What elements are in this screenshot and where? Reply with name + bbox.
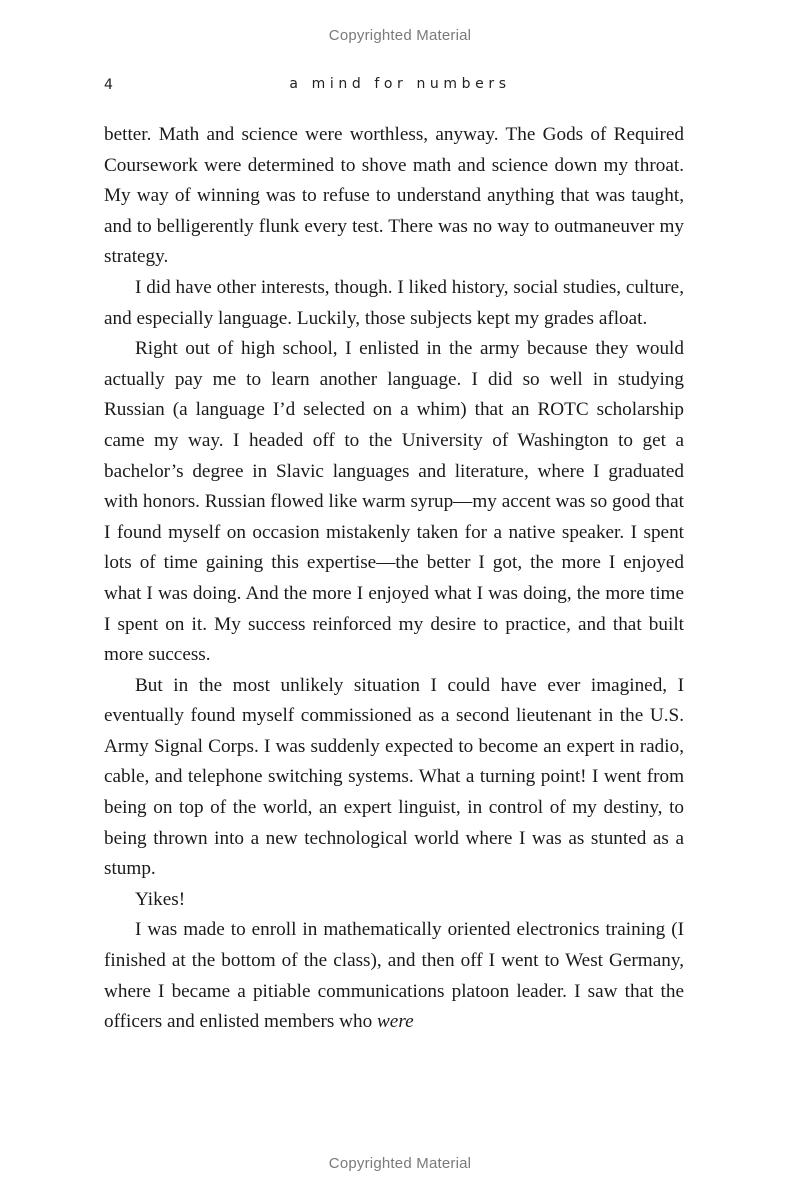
copyright-watermark-bottom: Copyrighted Material (328, 1155, 472, 1172)
page-number: 4 (104, 77, 113, 93)
body-text (104, 120, 684, 1038)
italic-word: were (377, 1011, 414, 1033)
paragraph-6 (104, 915, 684, 1037)
paragraph-4: But in the most unlikely situation I could have ever imagined, I eventually found myself commissioned as a second lieutenant in the U.S. Army Signal Corps. I was suddenly expected to become an expert in radio, cable, and telephone switching systems. What a turning point! I went from being on top of the world, an expert linguist, in control of my destiny, to being thrown into a new technological world where I was as stunted as a stump. (104, 674, 684, 880)
paragraph-5: Yikes! (135, 888, 186, 910)
running-head-title: a mind for numbers (289, 76, 511, 92)
copyright-watermark-top: Copyrighted Material (328, 27, 472, 44)
paragraph-6-text: I was made to enroll in mathematically oriented electronics training (I finished at the bottom of the class), and then off I went to West Germany, where I became a pitiable communications platoon leader. I saw that the officers and enlisted members who (104, 919, 684, 1033)
paragraph-3: Right out of high school, I enlisted in the army because they would actually pay me to learn another language. I did so well in studying Russian (a language I’d selected on a whim) that an ROTC scholarship came my way. I headed off to the University of Washington to get a bachelor’s degree in Slavic languages and literature, where I graduated with honors. Russian flowed like warm syrup—my accent was so good that I found myself on occasion mistakenly taken for a native speaker. I spent lots of time gaining this expertise—the better I got, the more I enjoyed what I was doing. And the more I enjoyed what I was doing, the more time I spent on it. My success reinforced my desire to practice, and that built more success. (104, 338, 684, 666)
paragraph-1: better. Math and science were worthless, anyway. The Gods of Required Coursework were determined to shove math and science down my throat. My way of winning was to refuse to understand anything that was taught, and to belligerently flunk every test. There was no way to outmaneuver my strategy. (104, 124, 684, 268)
paragraph-2: I did have other interests, though. I liked history, social studies, culture, and especially language. Luckily, those subjects kept my grades afloat. (104, 276, 684, 329)
